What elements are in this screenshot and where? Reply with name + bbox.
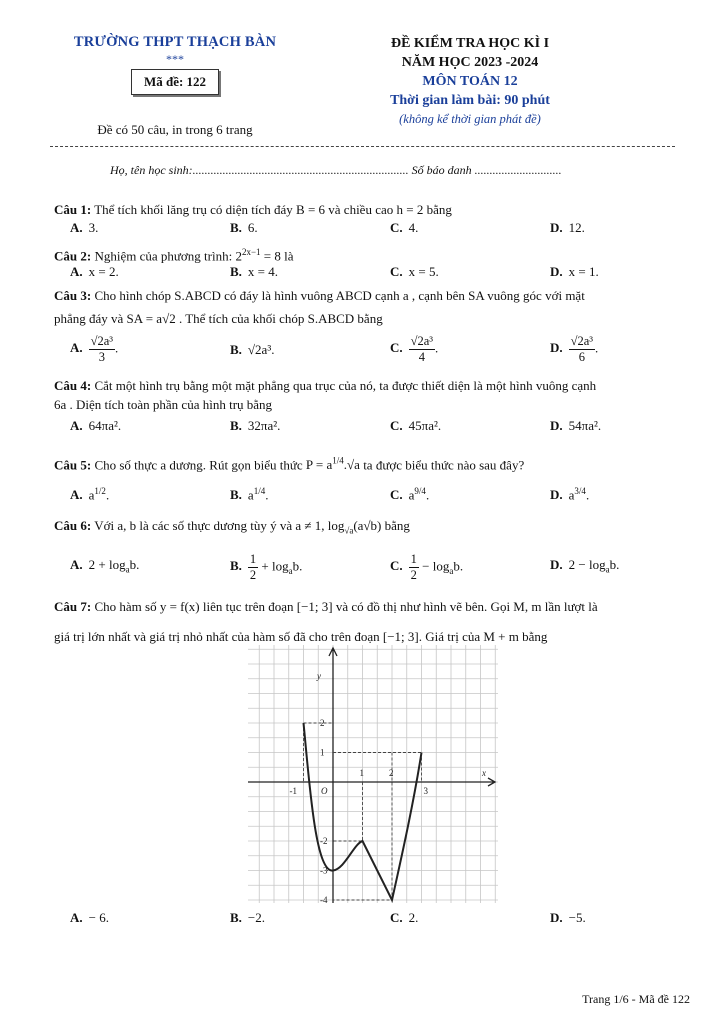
header-right: [340, 34, 600, 128]
question-2: Câu 2: Nghiệm của phương trình: $2^{2x-1} = 8$ là: [54, 247, 294, 264]
expr-log: $\log_{√a}(a√b)$: [327, 518, 382, 536]
option-b[interactable]: B. 6.: [230, 220, 258, 235]
y-tick-label: 1: [320, 747, 325, 758]
option-a[interactable]: A. 3.: [70, 220, 99, 235]
function-graph: [248, 645, 498, 903]
exam-title: ĐỀ KIỂM TRA HỌC KÌ I: [390, 36, 550, 51]
option-d[interactable]: D. $\frac{\text{√2a³}}{6}$ .: [550, 334, 599, 364]
y-axis: [329, 648, 337, 903]
x-tick-label: 1: [359, 768, 364, 778]
option-a[interactable]: A. − 6.: [70, 910, 109, 925]
question-text: Thể tích khối lăng trụ có diện tích đáy B = 6 và chiều cao h = 2 bằng: [94, 202, 452, 217]
exam-code-box: Mã đề: 122: [131, 69, 219, 95]
question-label: Câu 4:: [54, 378, 92, 393]
question-label: Câu 2:: [54, 248, 92, 264]
subject: MÔN TOÁN 12: [422, 74, 518, 89]
school-name: TRƯỜNG THPT THẠCH BÀN: [73, 34, 277, 50]
x-axis: [248, 778, 495, 786]
question-4: Câu 4: Cắt một hình trụ bằng một mặt phẳng qua trục của nó, ta được thiết diện là một hình vuông cạnh 6a . Diện tích toàn phần của hình trụ bằng: [54, 378, 597, 412]
x-tick-label: 2: [389, 768, 394, 778]
question-label: Câu 7:: [54, 599, 92, 614]
option-a[interactable]: A. $\frac{\text{√2a³}}{3}$ .: [70, 334, 119, 364]
x-tick-label: -1: [289, 786, 297, 796]
question-7: Câu 7: Cho hàm số y = f(x) liên tục trên đoạn [−1; 3] và có đồ thị như hình vẽ bên. Gọi M, m lần lượt là giá trị lớn nhất và giá trị nhỏ nhất của hàm số đã cho trên đoạn [−1; 3]. Giá trị của M + m bằng: [54, 599, 598, 644]
stars: ***: [166, 52, 184, 66]
option-d[interactable]: D. −5.: [550, 910, 586, 925]
options-q3: [70, 332, 690, 372]
duration: Thời gian làm bài: 90 phút: [390, 93, 550, 108]
option-c[interactable]: C. x = 5.: [390, 264, 439, 279]
option-a[interactable]: A. 64πa².: [70, 418, 122, 433]
option-a[interactable]: A. $a^{1/2}$.: [70, 486, 110, 503]
question-text: Cho hàm số y = f(x) liên tục trên đoạn [−1; 3] và có đồ thị như hình vẽ bên. Gọi M, m lần lượt là: [94, 599, 598, 614]
options-q4: [70, 418, 690, 438]
expr-p: $P = a^{1/4}.√a$: [305, 456, 360, 473]
option-c[interactable]: C. $\frac{\text{√2a³}}{4}$ .: [390, 334, 439, 364]
question-label: Câu 3:: [54, 288, 92, 303]
options-q6: [70, 552, 690, 586]
question-5: Câu 5: Cho số thực a dương. Rút gọn biểu thức $P = a^{1/4}.√a$ ta được biểu thức nào sau đây?: [54, 456, 525, 473]
question-text: Cho hình chóp S.ABCD có đáy là hình vuông ABCD cạnh a , cạnh bên SA vuông góc với mặt: [94, 288, 585, 303]
option-d[interactable]: D. 54πa².: [550, 418, 602, 433]
question-3: Câu 3: Cho hình chóp S.ABCD có đáy là hình vuông ABCD cạnh a , cạnh bên SA vuông góc với mặt phẳng đáy và SA = a√2 . Thể tích của khối chóp S.ABCD bằng: [54, 288, 585, 326]
question-6: Câu 6: Với a, b là các số thực dương tùy ý và a ≠ 1, $\log_{√a}(a√b)$ bằng: [54, 518, 410, 536]
y-tick-label: -4: [320, 895, 328, 903]
option-b[interactable]: B. −2.: [230, 910, 266, 925]
option-d[interactable]: D. x = 1.: [550, 264, 599, 279]
page-count-note: Đề có 50 câu, in trong 6 trang: [97, 122, 253, 137]
y-tick-label: 2: [320, 718, 325, 728]
option-d[interactable]: D. $a^{3/4}$.: [550, 486, 590, 503]
option-c[interactable]: C. $\frac{1}{2}$ − $\log_ab$.: [390, 552, 464, 582]
option-d[interactable]: D. 12.: [550, 220, 585, 235]
option-c[interactable]: C. 45πa².: [390, 418, 442, 433]
question-text: Cắt một hình trụ bằng một mặt phẳng qua trục của nó, ta được thiết diện là một hình vuông cạnh: [94, 378, 597, 393]
options-q7: [70, 910, 690, 930]
option-b[interactable]: B. 32πa².: [230, 418, 281, 433]
x-tick-label: 3: [423, 786, 428, 796]
option-a[interactable]: A. x = 2.: [70, 264, 119, 279]
page-footer: Trang 1/6 - Mã đề 122: [582, 992, 690, 1006]
question-text: Với a, b là các số thực dương tùy ý và a ≠ 1,: [94, 518, 328, 533]
options-q1: [70, 220, 690, 240]
y-axis-label: y: [317, 671, 321, 681]
y-tick-label: -2: [320, 836, 328, 846]
school-year: NĂM HỌC 2023 -2024: [401, 55, 539, 70]
x-axis-label: x: [482, 768, 486, 778]
option-b[interactable]: B. $a^{1/4}$.: [230, 486, 269, 503]
question-label: Câu 1:: [54, 202, 92, 217]
question-1: [54, 200, 690, 219]
option-c[interactable]: C. $a^{9/4}$.: [390, 486, 430, 503]
option-d[interactable]: D. $2 - \log_ab$.: [550, 557, 620, 575]
option-b[interactable]: B. $\frac{1}{2}$ + $\log_ab$.: [230, 552, 303, 582]
student-info-line: Họ, tên học sinh:........................................................................ Số báo danh .............................: [110, 163, 562, 177]
option-b[interactable]: B. x = 4.: [230, 264, 279, 279]
y-tick-label: -3: [320, 865, 328, 876]
option-c[interactable]: C. 4.: [390, 220, 419, 235]
options-q2: [70, 264, 690, 284]
duration-note: (không kể thời gian phát đề): [399, 112, 541, 126]
question-text: Nghiệm của phương trình:: [94, 248, 236, 264]
option-a[interactable]: A. $2 + \log_ab$.: [70, 557, 140, 575]
option-b[interactable]: B. √2a³.: [230, 342, 275, 357]
question-label: Câu 5:: [54, 457, 92, 473]
question-label: Câu 6:: [54, 518, 92, 533]
origin-label: O: [321, 786, 328, 796]
option-c[interactable]: C. 2.: [390, 910, 419, 925]
question-text: Cho số thực a dương. Rút gọn biểu thức: [94, 457, 306, 473]
options-q5: [70, 486, 690, 506]
header-divider: [50, 146, 675, 147]
header-left: [40, 34, 310, 95]
